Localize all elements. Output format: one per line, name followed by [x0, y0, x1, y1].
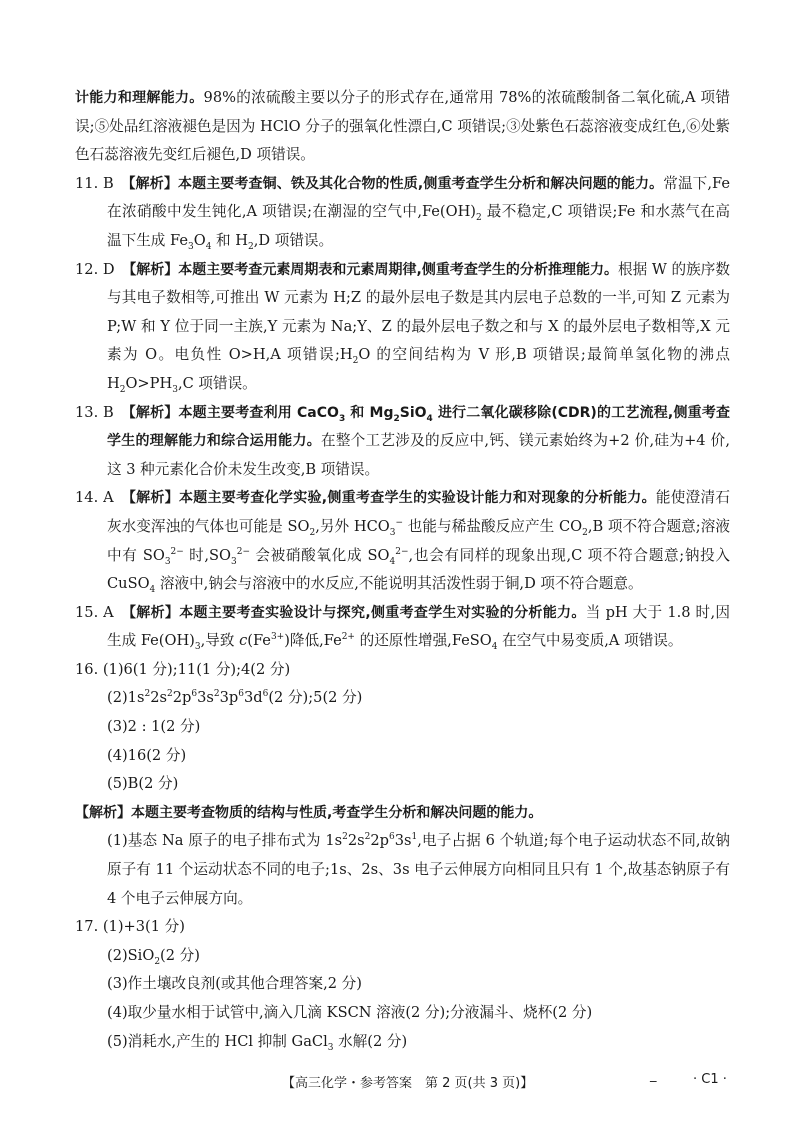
q10-continued: 计能力和理解能力。98%的浓硫酸主要以分子的形式存在,通常用 78%的浓硫酸制备二氧化硫,A 项错误;⑤处品红溶液褪色是因为 HClO 分子的强氧化性漂白,C 项错误;③处紫色石蕊溶液变成红色,⑥处紫色石蕊溶液先变红后褪色,D 项错误。 [75, 89, 730, 164]
answer-page-content [75, 84, 730, 1056]
q17-part2: (2)SiO$_2$(2 分) [107, 946, 200, 967]
q12-answer: 12. D 【解析】本题主要考查元素周期表和元素周期律,侧重考查学生的分析推理能力。根据 W 的族序数与其电子数相等,可推出 W 元素为 H;Z 的最外层电子数是其内层电子总数的一半,可知 Z 元素为 P;W 和 Y 位于同一主族,Y 元素为 Na;Y、Z 的最外层电子数之和与 X 的最外层电子数相等,X 元素为 O。电负性 O>H,A 项错误$;H_2O$ 的空间结构为 V 形,B 项错误;最简单氢化物的沸点 $H_2O>PH_3,C$ 项错误。 [75, 260, 731, 395]
q16-analysis-heading: 【解析】本题主要考查物质的结构与性质,考查学生分析和解决问题的能力。 [75, 804, 543, 821]
page-footer [0, 1068, 800, 1092]
q17-part5: (5)消耗水,产生的 HCl 抑制 GaCl$_3$ 水解(2 分) [107, 1032, 408, 1053]
q16-analysis-body: (1)基态 Na 原子的电子排布式为 $1s^22s^22p^63s^1$,电子占据 6 个轨道;每个电子运动状态不同,故钠原子有 11 个运动状态不同的电子;1s、2s、3s 电子云伸展方向相同且只有 1 个,故基态钠原子有 4 个电子云伸展方向。 [107, 832, 730, 907]
q14-answer: 14. A 【解析】本题主要考查化学实验,侧重考查学生的实验设计能力和对现象的分析能力。能使澄清石灰水变浑浊的气体也可能是 $SO_2$,另外 $HCO_3^-$ 也能与稀盐酸反应产生 $CO_2,B$ 项不符合题意;溶液中有 $SO_3^{2-}$ 时$,SO_3^{2-}$ 会被硝酸氧化成 $SO_4^{2-}$,也会有同样的现象出现,C 项不符合题意;钠投入 CuSO$_4$ 溶液中,钠会与溶液中的水反应,不能说明其活泼性弱于铜,D 项不符合题意。 [75, 489, 730, 595]
q11-answer: 11. B 【解析】本题主要考查铜、铁及其化合物的性质,侧重考查学生分析和解决问题的能力。常温下,Fe 在浓硝酸中发生钝化,A 项错误;在潮湿的空气中$,Fe(OH)_2$ 最不稳定,C 项错误;Fe 和水蒸气在高温下生成 $Fe_3O_4$ 和 $H_2,D$ 项错误。 [75, 174, 731, 252]
q16-part3: (3)2 : 1(2 分) [107, 718, 201, 736]
q15-answer: 15. A 【解析】本题主要考查实验设计与探究,侧重考查学生对实验的分析能力。当 pH 大于 1.8 时,因生成 $Fe(OH)_3$,导致 $c(Fe^{3+})$降低$,Fe^{2+}$ 的还原性增强,FeSO$_4$ 在空气中易变质,A 项错误。 [75, 603, 730, 653]
footer-code: · C1 · [693, 1072, 727, 1087]
q16-part2: $(2)1s^22s^22p^63s^23p^63d^6(2$ 分);5(2 分) [107, 689, 363, 707]
q16-part4: (4)16(2 分) [107, 746, 187, 764]
footer-dash: _ [650, 1068, 657, 1083]
q17-part1: 17. (1)+3(1 分) [75, 918, 185, 936]
q13-answer: 13. B 【解析】本题主要考查利用 CaCO$_3$ 和 $Mg_2SiO_4$ 进行二氧化碳移除(CDR)的工艺流程,侧重考查学生的理解能力和综合运用能力。在整个工艺涉及的反应中,钙、镁元素始终为+2 价,硅为+4 价,这 3 种元素化合价未发生改变,B 项错误。 [75, 403, 730, 478]
q17-part3: (3)作土壤改良剂(或其他合理答案,2 分) [107, 975, 362, 993]
q16-part1: 16. (1)6(1 分);11(1 分);4(2 分) [75, 660, 291, 678]
footer-page-label: 【高三化学・参考答案 第 2 页(共 3 页)】 [282, 1076, 534, 1091]
q16-part5: (5)B(2 分) [107, 775, 179, 793]
q17-part4: (4)取少量水相于试管中,滴入几滴 KSCN 溶液(2 分);分液漏斗、烧杯(2 分) [107, 1004, 593, 1021]
